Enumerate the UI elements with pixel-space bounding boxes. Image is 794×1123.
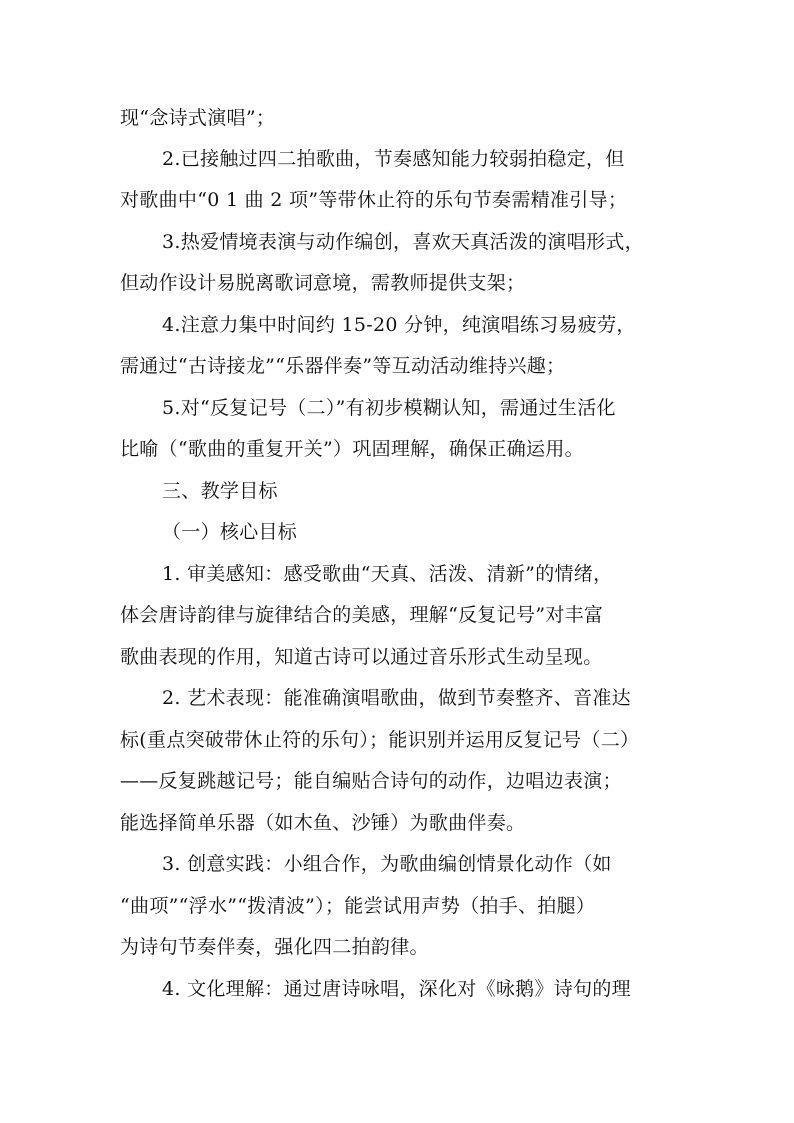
text-line-1: 现“念诗式演唱”； bbox=[120, 107, 276, 129]
text-line-2: 2.已接触过四二拍歌曲，节奏感知能力较弱拍稳定，但 bbox=[162, 148, 625, 170]
text-line-18: 能选择简单乐器（如木鱼、沙锤）为歌曲伴奏。 bbox=[120, 812, 526, 834]
text-line-9: 比喻（“歌曲的重复开关”）巩固理解，确保正确运用。 bbox=[120, 438, 584, 460]
text-line-21: 为诗句节奏伴奏，强化四二拍韵律。 bbox=[120, 936, 429, 958]
subsection-heading: （一）核心目标 bbox=[162, 521, 298, 543]
text-line-20: “曲项”“浮水”“拨清波”）；能尝试用声势（拍手、拍腿） bbox=[120, 895, 596, 917]
text-line-3: 对歌曲中“0 1 曲 2 项”等带休止符的乐句节奏需精准引导； bbox=[120, 189, 628, 211]
text-line-19: 3. 创意实践：小组合作，为歌曲编创情景化动作（如 bbox=[162, 853, 612, 875]
text-line-12: 1. 审美感知：感受歌曲“天真、活泼、清新”的情绪， bbox=[162, 563, 613, 585]
text-line-22: 4. 文化理解：通过唐诗咏唱，深化对《咏鹅》诗句的理 bbox=[162, 978, 631, 1000]
text-line-5: 但动作设计易脱离歌词意境，需教师提供支架； bbox=[120, 272, 526, 294]
text-line-7: 需通过“古诗接龙”“乐器伴奏”等互动活动维持兴趣； bbox=[120, 355, 566, 377]
text-line-6: 4.注意力集中时间约 15-20 分钟，纯演唱练习易疲劳， bbox=[162, 314, 636, 336]
text-line-14: 歌曲表现的作用，知道古诗可以通过音乐形式生动呈现。 bbox=[120, 646, 603, 668]
text-line-15: 2. 艺术表现：能准确演唱歌曲，做到节奏整齐、音准达 bbox=[162, 687, 631, 709]
text-line-8: 5.对“反复记号（二）”有初步模糊认知，需通过生活化 bbox=[162, 397, 616, 419]
text-line-13: 体会唐诗韵律与旋律结合的美感，理解“反复记号”对丰富 bbox=[120, 604, 604, 626]
text-line-17: ——反复跳越记号；能自编贴合诗句的动作，边唱边表演； bbox=[120, 770, 622, 792]
text-line-16: 标(重点突破带休止符的乐句）；能识别并运用反复记号（二） bbox=[120, 729, 640, 751]
section-heading: 三、教学目标 bbox=[162, 480, 278, 502]
text-line-4: 3.热爱情境表演与动作编创，喜欢天真活泼的演唱形式， bbox=[162, 231, 644, 253]
